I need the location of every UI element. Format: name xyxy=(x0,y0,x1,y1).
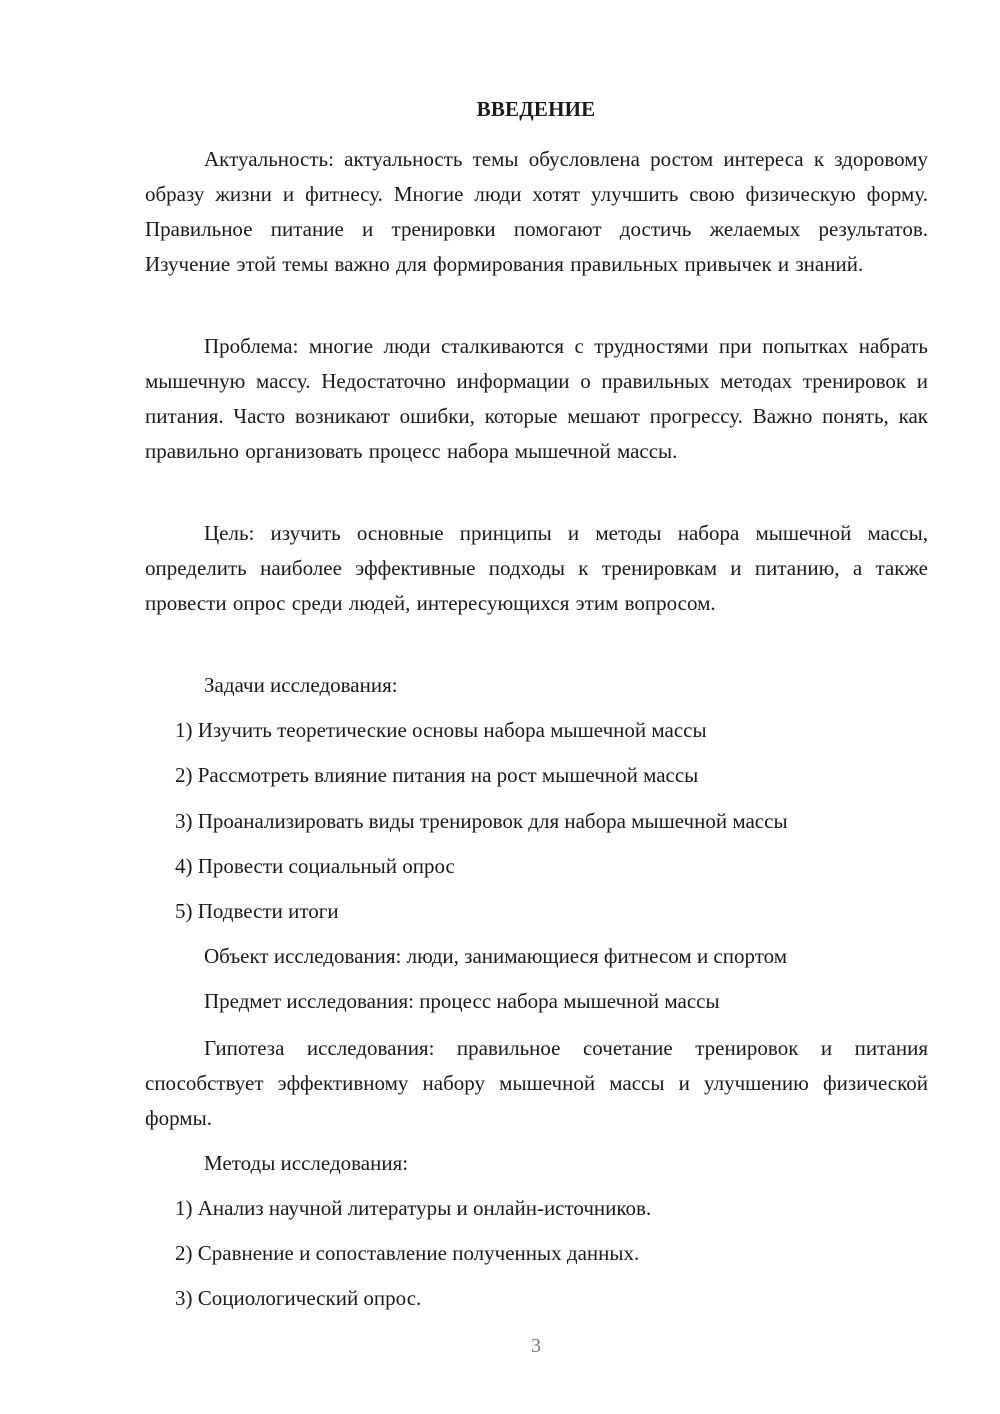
methods-label: Методы исследования: xyxy=(204,1151,409,1175)
task-item: 1) Изучить теоретические основы набора мышечной массы xyxy=(175,718,707,742)
tasks-label: Задачи исследования: xyxy=(204,673,398,697)
task-item: 5) Подвести итоги xyxy=(175,899,339,923)
section-heading: ВВЕДЕНИЕ xyxy=(476,97,596,121)
method-item: 1) Анализ научной литературы и онлайн-источников. xyxy=(175,1196,652,1220)
task-item: 3) Проанализировать виды тренировок для набора мышечной массы xyxy=(175,809,788,833)
research-object: Объект исследования: люди, занимающиеся фитнесом и спортом xyxy=(204,944,788,968)
task-item: 4) Провести социальный опрос xyxy=(175,854,455,878)
method-item: 3) Социологический опрос. xyxy=(175,1286,422,1310)
research-subject: Предмет исследования: процесс набора мышечной массы xyxy=(204,989,720,1013)
paragraph-goal: Цель: изучить основные принципы и методы набора мышечной массы, определить наиболее эффективные подходы к тренировкам и питанию, а также провести опрос среди людей, интересующихся этим вопросом. xyxy=(145,521,928,615)
task-item: 2) Рассмотреть влияние питания на рост мышечной массы xyxy=(175,763,699,787)
paragraph-hypothesis: Гипотеза исследования: правильное сочетание тренировок и питания способствует эффективному набору мышечной массы и улучшению физической формы. xyxy=(145,1036,928,1130)
page-number: 3 xyxy=(531,1335,541,1357)
paragraph-relevance: Актуальность: актуальность темы обусловлена ростом интереса к здоровому образу жизни и фитнесу. Многие люди хотят улучшить свою физическую форму. Правильное питание и тренировки помогают достичь желаемых результатов. Изучение этой темы важно для формирования правильных привычек и знаний. xyxy=(145,147,928,276)
paragraph-problem: Проблема: многие люди сталкиваются с трудностями при попытках набрать мышечную массу. Недостаточно информации о правильных методах тренировок и питания. Часто возникают ошибки, которые мешают прогрессу. Важно понять, как правильно организовать процесс набора мышечной массы. xyxy=(145,334,928,463)
method-item: 2) Сравнение и сопоставление полученных данных. xyxy=(175,1241,640,1265)
